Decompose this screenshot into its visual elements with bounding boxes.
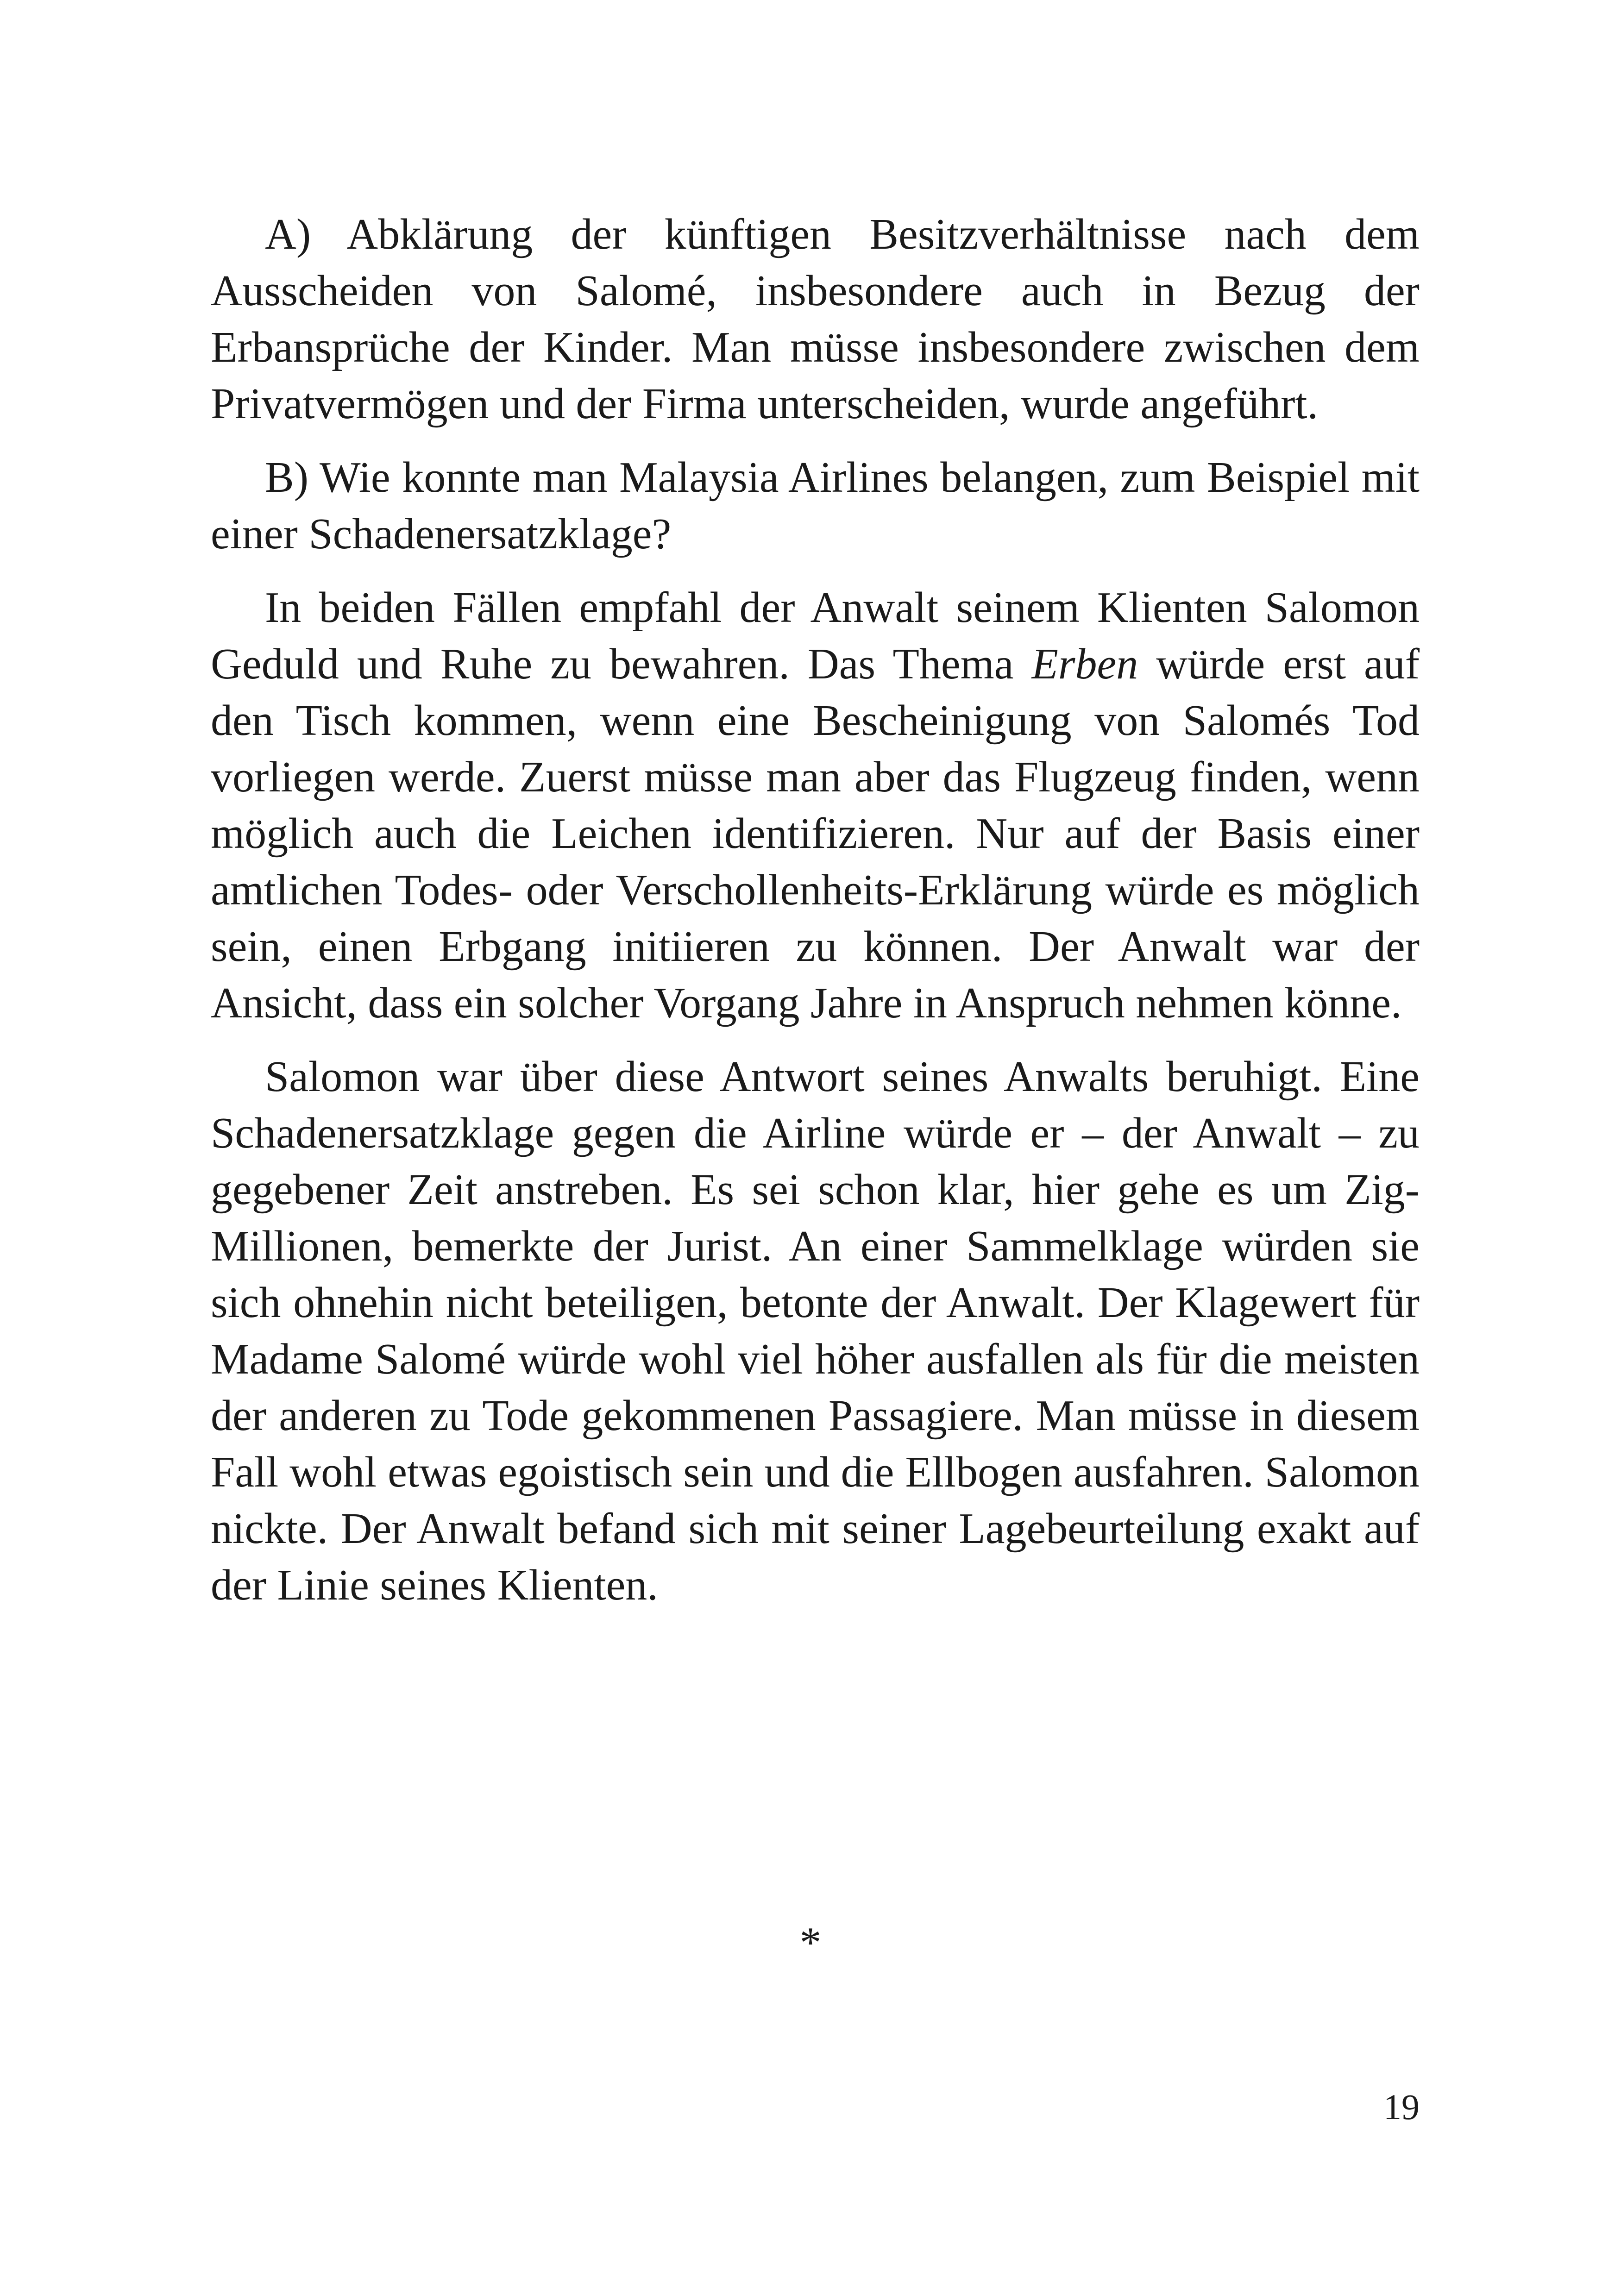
italic-term-erben: Erben xyxy=(1031,640,1138,688)
paragraph-lawyer-advice-end: würde erst auf den Tisch kommen, wenn eine Bescheinigung von Salomés Tod vorliegen werde. Zuerst müsse man aber das Flugzeug finden, wenn möglich auch die Leichen identifizieren. Nur auf der Basis einer amtlichen Todes- oder Verschollenheits-Erklärung würde es möglich sein, einen Erbgang initiieren zu können. Der Anwalt war der Ansicht, dass ein solcher Vorgang Jahre in Anspruch nehmen könne. xyxy=(211,640,1420,1027)
paragraph-lawyer-advice xyxy=(211,579,1420,1031)
section-separator: * xyxy=(799,1919,822,1967)
paragraph-a: A) Abklärung der künftigen Besitzverhältnisse nach dem Ausscheiden von Salomé, insbesondere auch in Bezug der Erbansprüche der Kinder. Man müsse insbesondere zwischen dem Privatvermögen und der Firma unterscheiden, wurde angeführt. xyxy=(211,210,1420,428)
paragraph-salomon-reaction: Salomon war über diese Antwort seines Anwalts beruhigt. Eine Schadenersatzklage gegen die Airline würde er – der Anwalt – zu gegebener Zeit anstreben. Es sei schon klar, hier gehe es um Zig-Millionen, bemerkte der Jurist. An einer Sammelklage würden sie sich ohnehin nicht beteiligen, betonte der Anwalt. Der Klagewert für Madame Salomé würde wohl viel höher ausfallen als für die meisten der anderen zu Tode gekommenen Passagiere. Man müsse in diesem Fall wohl etwas egoistisch sein und die Ellbogen ausfahren. Salomon nickte. Der Anwalt befand sich mit seiner Lagebeurteilung exakt auf der Linie seines Klienten. xyxy=(211,1053,1420,1609)
paragraph-lawyer-advice-start: In beiden Fällen empfahl der Anwalt seinem Klienten Salomon Geduld und Ruhe zu bewahren. Das Thema xyxy=(211,583,1420,688)
page-number: 19 xyxy=(1383,2087,1420,2127)
paragraph-b: B) Wie konnte man Malaysia Airlines belangen, zum Beispiel mit einer Schadenersatzklage? xyxy=(211,453,1420,558)
body-text xyxy=(211,206,1420,1631)
